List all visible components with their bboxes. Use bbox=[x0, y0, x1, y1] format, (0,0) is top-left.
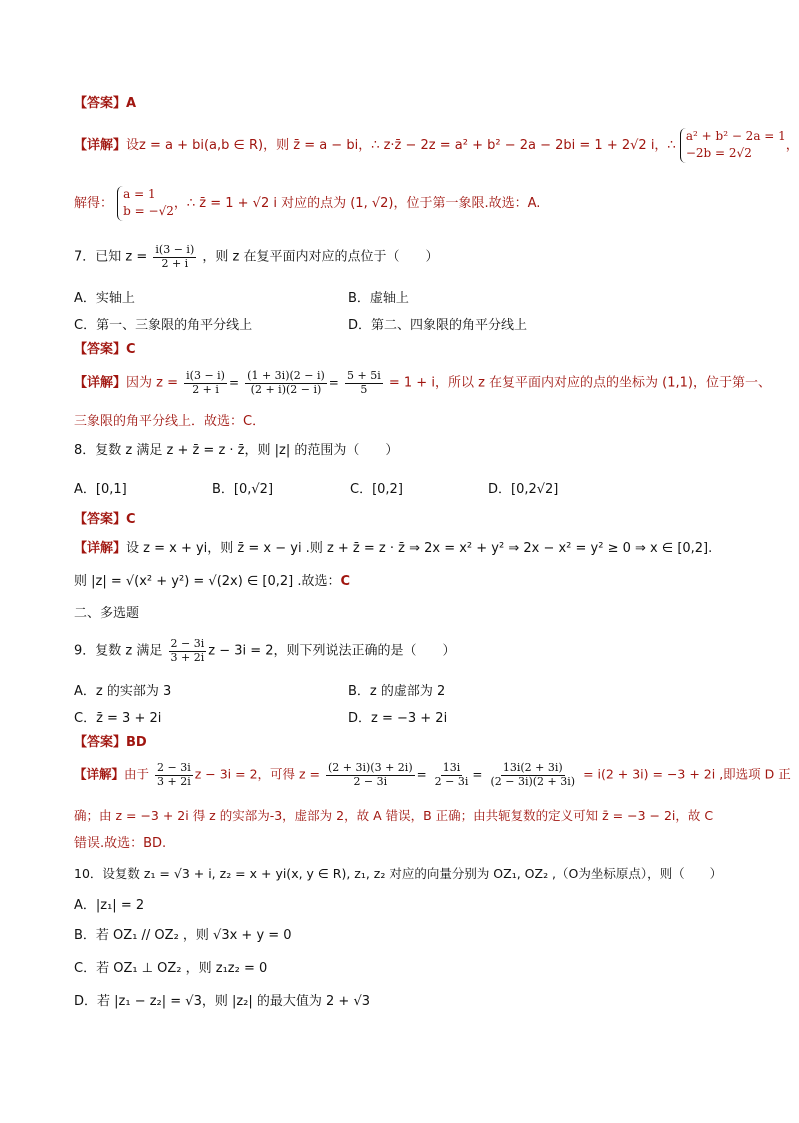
option-b: B．[0,√2] bbox=[212, 482, 274, 497]
stem-text: ，则 z 在复平面内对应的点位于（ ） bbox=[202, 249, 439, 265]
answer-value: C bbox=[340, 574, 351, 589]
fraction bbox=[245, 370, 327, 396]
section-heading: 二、多选题 bbox=[74, 606, 140, 621]
fraction bbox=[153, 244, 196, 270]
detail-text: 由于 bbox=[124, 766, 150, 782]
numerator: (1 + 3i)(2 − i) bbox=[247, 369, 325, 382]
detail-text: = i(2 + 3i) = −3 + 2i ,即选项 D 正 bbox=[583, 766, 791, 782]
option-d: D．z = −3 + 2i bbox=[348, 711, 448, 726]
numerator: 13i(2 + 3i) bbox=[502, 761, 563, 774]
q10-stem: 10．设复数 z₁ = √3 + i, z₂ = x + yi(x, y ∈ R), z₁, z₂ 对应的向量分别为 OZ₁, OZ₂ ,（O为坐标原点），则（ ） bbox=[74, 866, 723, 881]
q8-detail-line2 bbox=[74, 574, 350, 590]
option-d: D．第二、四象限的角平分线上 bbox=[348, 318, 528, 333]
system-row: −2b = 2√2 bbox=[685, 146, 752, 161]
equation-system bbox=[117, 186, 174, 221]
fraction bbox=[169, 638, 207, 664]
q6-answer-line bbox=[74, 96, 136, 112]
option-c: C．第一、三象限的角平分线上 bbox=[74, 318, 253, 333]
detail-tag: 【详解】 bbox=[74, 766, 125, 782]
detail-text: 因为 z = bbox=[126, 375, 178, 391]
fraction bbox=[155, 762, 193, 788]
option-c: C．z̄ = 3 + 2i bbox=[74, 711, 162, 726]
fraction bbox=[488, 762, 577, 788]
detail-tag: 【详解】 bbox=[74, 375, 127, 391]
q9-stem bbox=[74, 638, 456, 664]
solve-prefix: 解得： bbox=[74, 195, 114, 211]
detail-text: 设 z = x + yi，则 z̄ = x − yi .则 z + z̄ = z · z̄ ⇒ 2x = x² + y² ⇒ 2x − x² = y² ≥ 0 ⇒ x ∈ [0,2]. bbox=[126, 541, 713, 556]
option-a: A．实轴上 bbox=[74, 291, 135, 306]
q6-detail-line1 bbox=[74, 128, 799, 163]
answer-value: A bbox=[126, 96, 137, 111]
stem-text: z − 3i = 2，则下列说法正确的是（ ） bbox=[208, 643, 456, 659]
answer-tag: 【答案】 bbox=[74, 342, 127, 357]
q9-detail-line2: 确；由 z = −3 + 2i 得 z 的实部为-3，虚部为 2，故 A 错误，B 正确；由共轭复数的定义可知 z̄ = −3 − 2i，故 C bbox=[74, 808, 714, 823]
option-c: C．若 OZ₁ ⊥ OZ₂ ，则 z₁z₂ = 0 bbox=[74, 961, 268, 976]
option-d: D．[0,2√2] bbox=[488, 482, 559, 497]
option-c: C．[0,2] bbox=[350, 482, 403, 497]
option-a: A．|z₁| = 2 bbox=[74, 898, 145, 913]
detail-text: 设z = a + bi(a,b ∈ R)，则 z̄ = a − bi，∴ z·z̄ − 2z = a² + b² − 2a − 2bi = 1 + 2√2 i，∴ bbox=[126, 137, 676, 153]
answer-value: C bbox=[126, 512, 136, 527]
q9-detail-line3: 错误.故选：BD. bbox=[74, 836, 167, 851]
numerator: 13i bbox=[442, 761, 461, 774]
stem-text: 7．已知 z = bbox=[74, 249, 148, 265]
system-row: a = 1 bbox=[123, 187, 156, 201]
q8-detail-line1 bbox=[74, 541, 712, 557]
detail-text: 则 |z| = √(x² + y²) = √(2x) ∈ [0,2] .故选： bbox=[74, 574, 341, 589]
fraction bbox=[326, 762, 415, 788]
numerator: i(3 − i) bbox=[155, 243, 195, 256]
option-b: B．虚轴上 bbox=[348, 291, 409, 306]
denominator: 2 + i bbox=[161, 256, 189, 270]
fraction bbox=[345, 370, 383, 396]
detail-text: = 1 + i，所以 z 在复平面内对应的点的坐标为 (1,1)，位于第一、 bbox=[388, 375, 771, 391]
detail-tag: 【详解】 bbox=[74, 137, 127, 153]
detail-text: ，∴ z̄ = 1 + √2 i 对应的点为 (1, √2)，位于第一象限.故选：A. bbox=[173, 195, 541, 211]
option-a: A．z 的实部为 3 bbox=[74, 684, 172, 699]
q8-answer-line bbox=[74, 512, 136, 528]
denominator: 2 + i bbox=[192, 382, 219, 396]
option-a: A．[0,1] bbox=[74, 482, 127, 497]
denominator: 3 + 2i bbox=[157, 774, 191, 788]
q7-detail-line1: 【详解】因为 z = $\frac{i(3 - i)}{2 + i}$ = $\frac{(1 + 3i)(2 - i)}{(2 + i)(2 - i)}$ = $\frac{5 + 5i}{5}$ = 1 + i，所以 z 在复平面内对应的点的坐标为 (1,1)，位于第一、 bbox=[74, 369, 771, 396]
answer-tag: 【答案】 bbox=[74, 512, 127, 527]
detail-text: z − 3i = 2，可得 z = bbox=[194, 766, 321, 782]
answer-tag: 【答案】 bbox=[74, 96, 127, 111]
option-b: B．若 OZ₁ // OZ₂ ，则 √3x + y = 0 bbox=[74, 928, 292, 943]
punctuation: ， bbox=[785, 137, 799, 153]
option-b: B．z 的虚部为 2 bbox=[348, 684, 446, 699]
answer-value: C bbox=[126, 342, 136, 357]
answer-tag: 【答案】 bbox=[74, 735, 127, 750]
option-d: D．若 |z₁ − z₂| = √3，则 |z₂| 的最大值为 2 + √3 bbox=[74, 994, 371, 1009]
numerator: (2 + 3i)(3 + 2i) bbox=[328, 761, 413, 774]
q6-detail-line2 bbox=[74, 186, 540, 221]
denominator: (2 + i)(2 − i) bbox=[250, 382, 322, 396]
denominator: (2 − 3i)(2 + 3i) bbox=[490, 774, 576, 788]
q9-detail-line1: 【详解】由于 $\frac{2 - 3i}{3 + 2i}$ z − 3i = 2，可得 z = $\frac{(2 + 3i)(3 + 2i)}{2 - 3i}$ = $\frac{13i}{2 - 3i}$ = $\frac{13i(2 + 3i)}{(2 - 3i)(2 + 3i)}$ = i(2 + 3i) = −3 + 2i ,即选项 D 正 bbox=[74, 761, 791, 788]
system-row: b = −√2 bbox=[123, 204, 174, 219]
denominator: 3 + 2i bbox=[170, 650, 205, 664]
answer-value: BD bbox=[126, 735, 147, 750]
numerator: 2 − 3i bbox=[170, 637, 205, 650]
system-row: a² + b² − 2a = 1 bbox=[685, 129, 786, 143]
denominator: 2 − 3i bbox=[434, 774, 469, 788]
fraction bbox=[184, 370, 227, 396]
denominator: 2 − 3i bbox=[353, 774, 388, 788]
numerator: 5 + 5i bbox=[347, 369, 381, 382]
equation-system bbox=[680, 128, 786, 163]
fraction bbox=[433, 762, 471, 788]
q7-answer-line bbox=[74, 342, 136, 358]
numerator: 2 − 3i bbox=[157, 761, 191, 774]
numerator: i(3 − i) bbox=[186, 369, 225, 382]
q9-answer-line bbox=[74, 735, 147, 751]
denominator: 5 bbox=[360, 382, 368, 396]
stem-text: 9．复数 z 满足 bbox=[74, 643, 163, 659]
q8-stem: 8．复数 z 满足 z + z̄ = z · z̄，则 |z| 的范围为（ ） bbox=[74, 443, 399, 458]
detail-tag: 【详解】 bbox=[74, 541, 127, 556]
q7-stem bbox=[74, 244, 438, 270]
q7-detail-line2: 三象限的角平分线上．故选：C． bbox=[74, 414, 266, 429]
